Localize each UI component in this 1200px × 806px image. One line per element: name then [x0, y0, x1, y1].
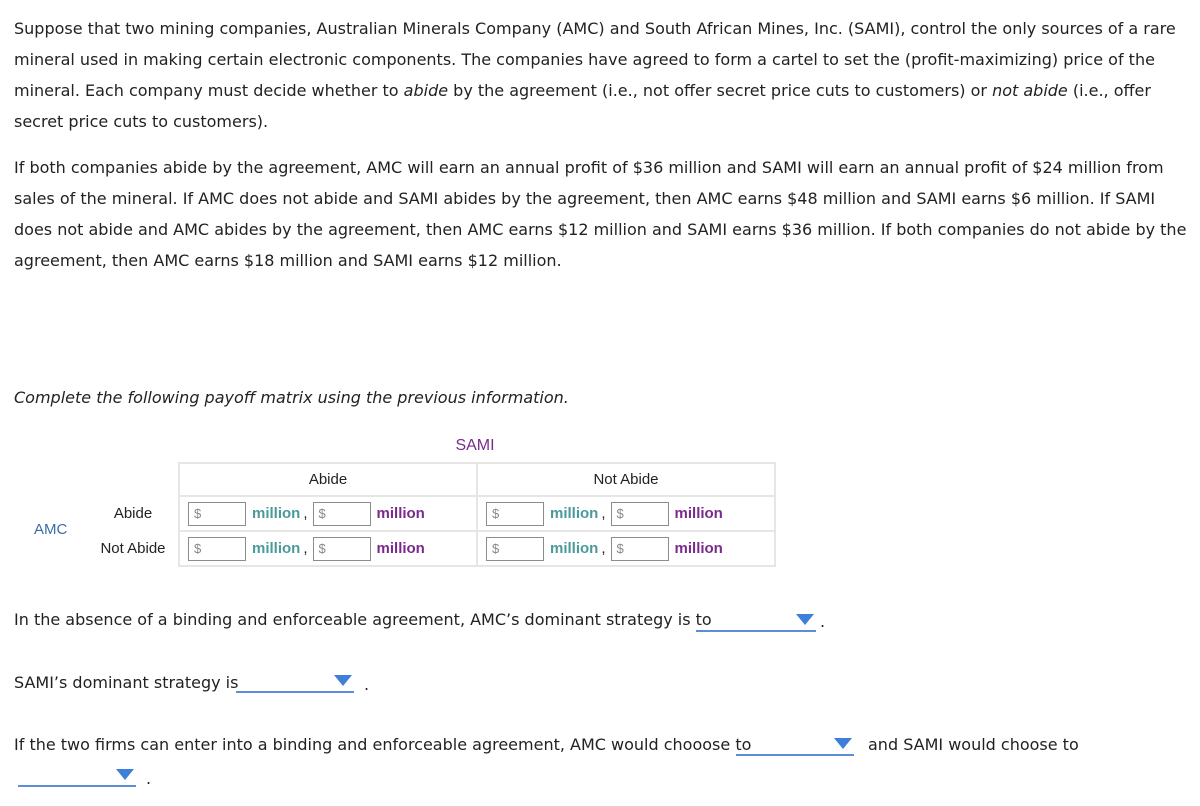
- million-label: million: [252, 540, 301, 557]
- row-header-not-abide: Not Abide: [100, 540, 166, 557]
- payoff-paragraph: If both companies abide by the agreement, AMC will earn an annual profit of $36 million and SAMI will earn an annual profit of $24 million from sales of the mineral. If AMC does not abide and SAMI abides by the agreement, then AMC earns $48 million and SAMI earns $6 million. If SAMI does not abide and AMC abides by the agreement, then AMC earns $12 million and SAMI earns $36 million. If both companies do not abide by the agreement, then AMC earns $18 million and SAMI earns $12 million.: [14, 158, 1187, 270]
- matrix-prompt: Complete the following payoff matrix using the previous information.: [14, 388, 569, 407]
- question-amc-dominant: In the absence of a binding and enforceable agreement, AMC’s dominant strategy is to: [14, 610, 712, 629]
- million-label: million: [550, 540, 599, 557]
- intro-text-3: (i.e., offer secret price cuts to customers).: [14, 81, 1151, 131]
- sami-payoff-input[interactable]: $: [313, 502, 371, 526]
- question-sami-dominant: SAMI’s dominant strategy is: [14, 673, 239, 692]
- amc-payoff-input[interactable]: $: [188, 502, 246, 526]
- abide-emphasis: abide: [403, 81, 449, 100]
- row-header-abide: Abide: [113, 505, 153, 522]
- not-abide-emphasis: not abide: [992, 81, 1068, 100]
- column-player-label: SAMI: [455, 437, 495, 454]
- sami-agreement-dropdown[interactable]: [18, 763, 136, 787]
- chevron-down-icon: [796, 614, 814, 625]
- sami-payoff-input[interactable]: $: [611, 537, 669, 561]
- intro-text-1: Suppose that two mining companies, Australian Minerals Company (AMC) and South African Mines, Inc. (SAMI), control the only sources of a rare mineral used in making certain electronic components. The companies have agreed to form a cartel to set the (profit-maximizing) price of the mineral. Each company must decide whether to: [14, 19, 1176, 100]
- cell-abide-not-abide: $ million , $ million: [477, 496, 775, 531]
- million-label: million: [376, 540, 425, 557]
- million-label: million: [674, 540, 723, 557]
- col-header-abide: Abide: [179, 463, 477, 496]
- row-player-label: AMC: [34, 521, 68, 538]
- question-binding-agreement: If the two firms can enter into a binding and enforceable agreement, AMC would chooose to: [14, 735, 752, 754]
- amc-payoff-input[interactable]: $: [486, 537, 544, 561]
- amc-payoff-input[interactable]: $: [486, 502, 544, 526]
- amc-dominant-dropdown[interactable]: [696, 608, 816, 632]
- cell-abide-abide: $ million , $ million: [179, 496, 477, 531]
- intro-text-2: by the agreement (i.e., not offer secret price cuts to customers) or: [448, 81, 993, 100]
- payoff-matrix: [92, 462, 776, 567]
- col-header-not-abide: Not Abide: [477, 463, 775, 496]
- amc-payoff-input[interactable]: $: [188, 537, 246, 561]
- chevron-down-icon: [334, 675, 352, 686]
- cell-not-abide-abide: $ million , $ million: [179, 531, 477, 566]
- cell-not-abide-not-abide: $ million , $ million: [477, 531, 775, 566]
- sami-payoff-input[interactable]: $: [611, 502, 669, 526]
- chevron-down-icon: [116, 769, 134, 780]
- million-label: million: [550, 505, 599, 522]
- chevron-down-icon: [834, 738, 852, 749]
- sami-dominant-dropdown[interactable]: [236, 669, 354, 693]
- intro-paragraph: [14, 13, 1190, 137]
- question-binding-agreement-2: and SAMI would choose to: [868, 735, 1079, 754]
- amc-agreement-dropdown[interactable]: [736, 732, 854, 756]
- million-label: million: [252, 505, 301, 522]
- million-label: million: [376, 505, 425, 522]
- million-label: million: [674, 505, 723, 522]
- sami-payoff-input[interactable]: $: [313, 537, 371, 561]
